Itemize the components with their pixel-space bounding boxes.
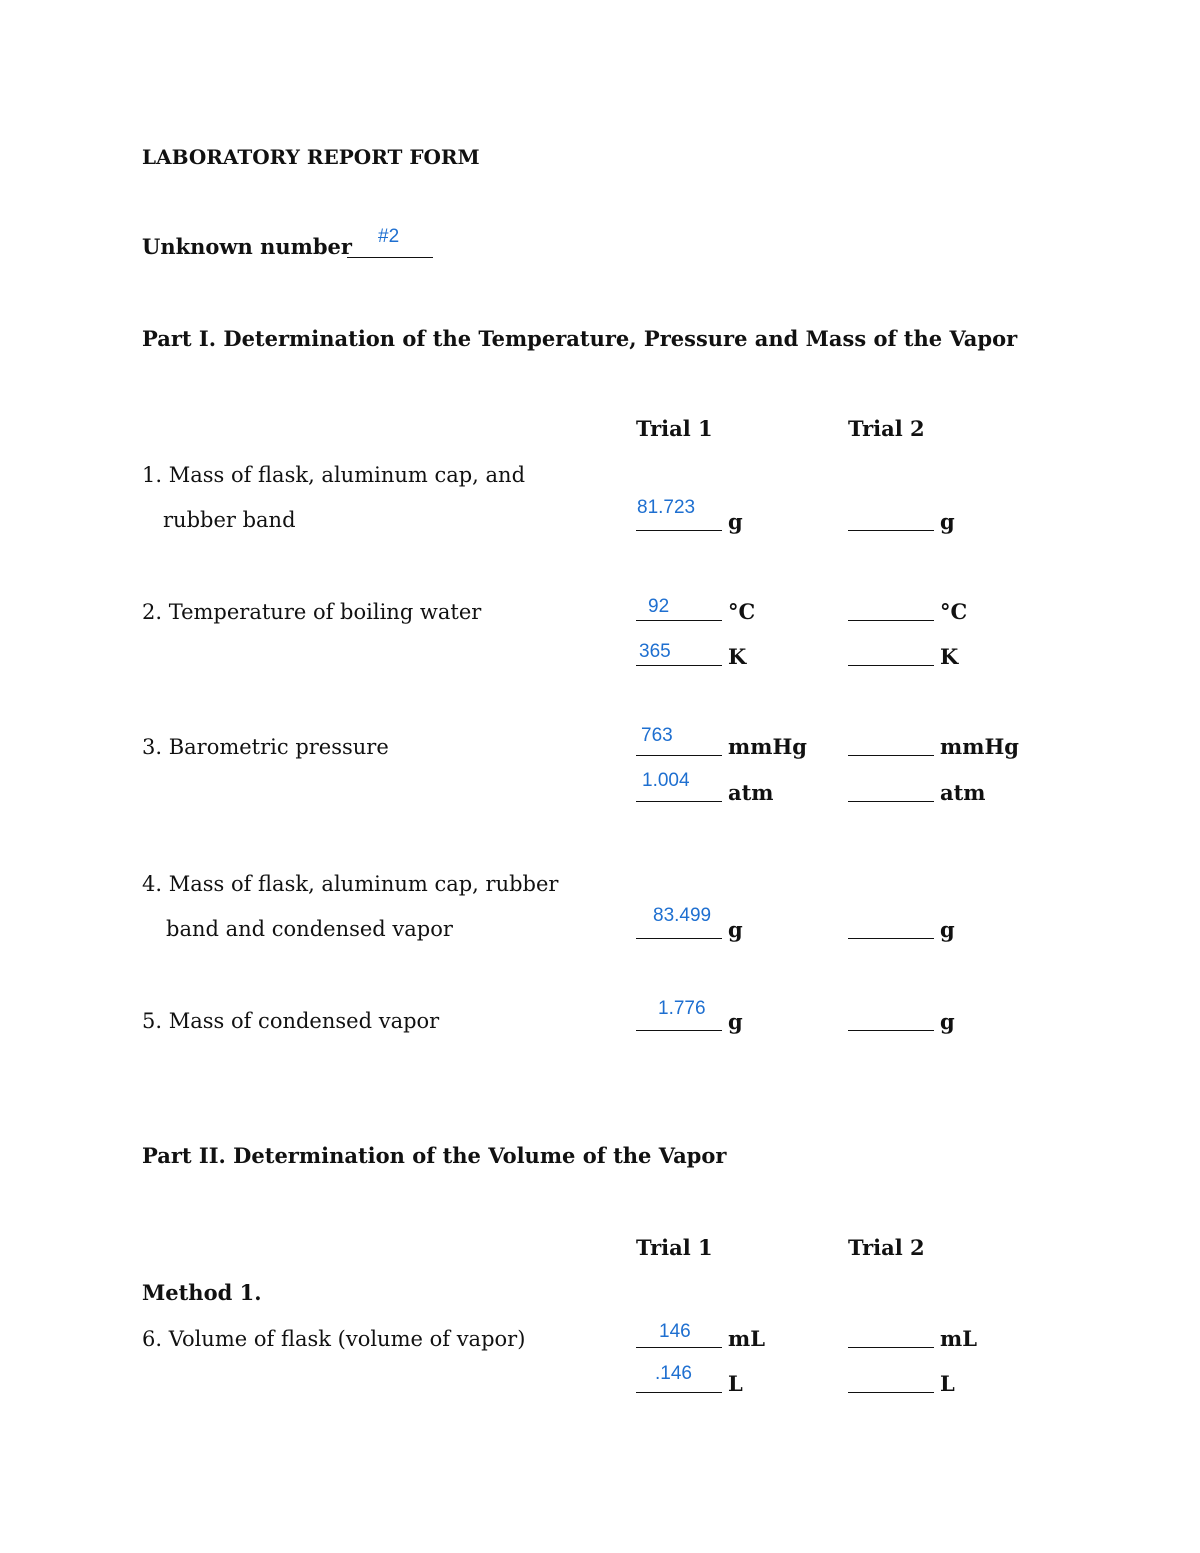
item5-trial1-value: 1.776 [658,998,706,1019]
item6-trial1-value-l: .146 [655,1363,692,1384]
item5-label: 5. Mass of condensed vapor [142,1009,440,1033]
item3-trial1-unit-mmhg: mmHg [728,734,807,759]
item3-trial1-value-mmhg: 763 [641,725,673,746]
item2-trial1-unit-c: °C [728,599,756,624]
item5-trial2-blank[interactable] [848,1030,934,1031]
item1-trial1-value: 81.723 [637,497,696,518]
item3-trial2-blank-atm[interactable] [848,801,934,802]
item6-trial2-blank-ml[interactable] [848,1347,934,1348]
item2-trial1-unit-k: K [728,644,747,669]
item2-trial1-blank-k[interactable] [636,665,722,666]
item2-trial1-blank-c[interactable] [636,620,722,621]
item5-trial1-blank[interactable] [636,1030,722,1031]
page-title: LABORATORY REPORT FORM [142,145,480,169]
item6-trial1-unit-ml: mL [728,1326,765,1351]
item1-trial2-blank[interactable] [848,530,934,531]
item3-label: 3. Barometric pressure [142,735,389,759]
item1-trial1-blank[interactable] [636,530,722,531]
part1-trial1-header: Trial 1 [636,416,713,441]
item1-trial2-unit: g [940,509,955,534]
item2-trial1-value-c: 92 [648,596,670,617]
item4-trial1-value: 83.499 [653,905,712,926]
item6-trial2-unit-ml: mL [940,1326,977,1351]
item6-trial2-blank-l[interactable] [848,1392,934,1393]
item2-label: 2. Temperature of boiling water [142,600,482,624]
item5-trial1-unit: g [728,1009,743,1034]
item6-trial2-unit-l: L [940,1371,955,1396]
part1-heading: Part I. Determination of the Temperature, Pressure and Mass of the Vapor [142,326,1018,351]
item6-trial1-blank-l[interactable] [636,1392,722,1393]
item1-label-line1: 1. Mass of flask, aluminum cap, and [142,463,526,487]
item4-trial2-blank[interactable] [848,938,934,939]
part2-trial1-header: Trial 1 [636,1235,713,1260]
part1-trial2-header: Trial 2 [848,416,925,441]
item3-trial2-blank-mmhg[interactable] [848,755,934,756]
item3-trial2-unit-atm: atm [940,780,986,805]
item6-trial1-value-ml: 146 [659,1321,691,1342]
part2-trial2-header: Trial 2 [848,1235,925,1260]
item5-trial2-unit: g [940,1009,955,1034]
item3-trial1-unit-atm: atm [728,780,774,805]
item4-label-line2: band and condensed vapor [166,917,453,941]
item6-trial1-blank-ml[interactable] [636,1347,722,1348]
unknown-number-value: #2 [378,226,400,247]
item2-trial2-unit-c: °C [940,599,968,624]
item2-trial2-blank-c[interactable] [848,620,934,621]
item3-trial2-unit-mmhg: mmHg [940,734,1019,759]
item2-trial1-value-k: 365 [639,641,671,662]
item4-trial1-unit: g [728,917,743,942]
item4-trial1-blank[interactable] [636,938,722,939]
item4-label-line1: 4. Mass of flask, aluminum cap, rubber [142,872,559,896]
item2-trial2-blank-k[interactable] [848,665,934,666]
item3-trial1-value-atm: 1.004 [642,770,690,791]
item2-trial2-unit-k: K [940,644,959,669]
item3-trial1-blank-mmhg[interactable] [636,755,722,756]
part2-heading: Part II. Determination of the Volume of the Vapor [142,1143,727,1168]
item6-trial1-unit-l: L [728,1371,743,1396]
unknown-number-blank[interactable] [347,257,433,258]
item4-trial2-unit: g [940,917,955,942]
unknown-number-label: Unknown number [142,234,352,259]
item3-trial1-blank-atm[interactable] [636,801,722,802]
item6-label: 6. Volume of flask (volume of vapor) [142,1327,526,1351]
item1-label-line2: rubber band [163,508,296,532]
item1-trial1-unit: g [728,509,743,534]
method1-label: Method 1. [142,1280,262,1305]
